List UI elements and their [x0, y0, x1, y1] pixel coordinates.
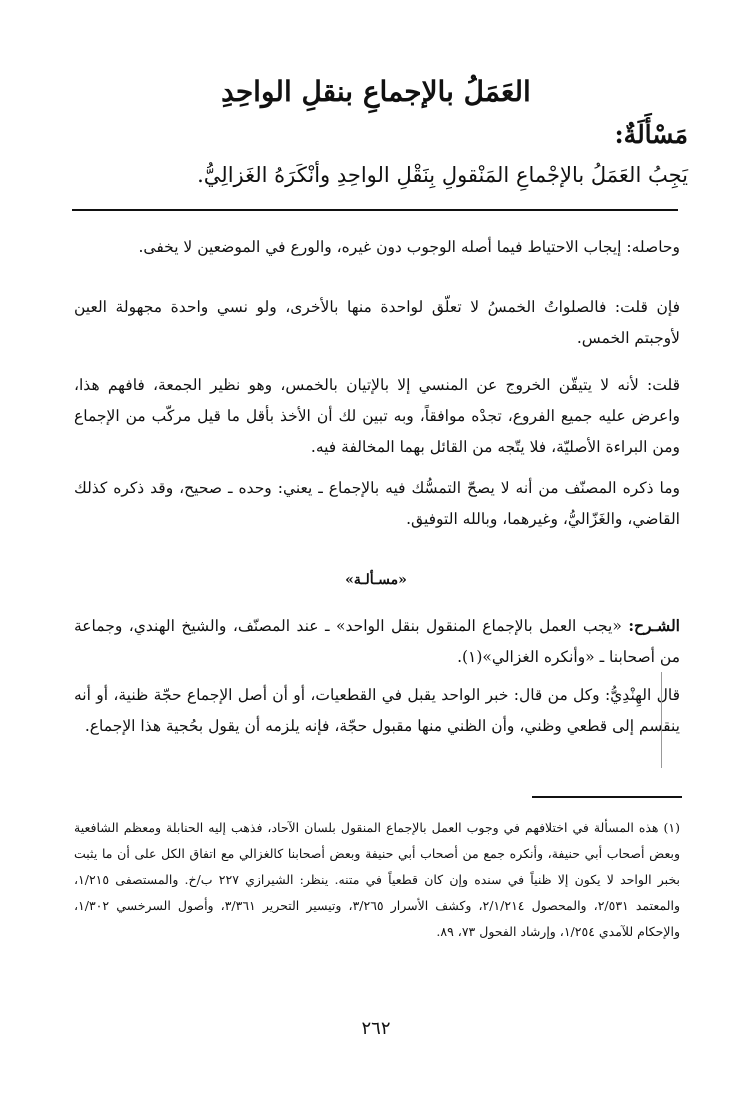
sharh-text: «يجب العمل بالإجماع المنقول بنقل الواحد» ـ عند المصنّف، والشيخ الهندي، وجماعة من أصحابنا ـ «وأنكره الغزالي»(١). — [74, 617, 680, 666]
chapter-title: العَمَلُ بالإجماعِ بنقلِ الواحِدِ — [221, 75, 531, 108]
paragraph-3: قلت: لأنه لا يتيقّن الخروج عن المنسي إلا بالإتيان بالخمس، وهو نظير الجمعة، فافهم هذا، واعرض عليه جميع الفروع، تجدْه موافقاً، وبه تبين لك أن الأخذ بأقل ما قيل مركّب من الإجماع ومن البراءة الأصليّة، فلا يتّجه من القائل بهما المخالفة فيه. — [74, 376, 680, 456]
footnote: (١) هذه المسألة في اختلافهم في وجوب العمل بالإجماع المنقول بلسان الآحاد، فذهب إليه الحنابلة ومعظم الشافعية وبعض أصحاب أبي حنيفة، وأنكره جمع من أصحاب أبي حنيفة وبعض أصحابنا كالغزالي مع اتفاق الكل على أن ما يثبت بخبر الواحد لا يكون إلا ظنياً في سنده وإن كان قطعياً في متنه. ينظر: الشيرازي ٢٢٧ ب/خ. والمستصفى ١/٢١٥، والمعتمد ٢/٥٣١، والمحصول ٢/١/٢١٤، وكشف الأسرار ٣/٢٦٥، وتيسير التحرير ٣/٣٦١، وأصول السرخسي ١/٣٠٢، والإحكام للآمدي ١/٢٥٤، وإرشاد الفحول ٧٣، ٨٩. — [74, 820, 681, 939]
footnote-separator — [532, 796, 682, 798]
sharh-paragraph — [74, 610, 680, 673]
masala-label: مَسْأَلَةٌ: — [614, 120, 688, 149]
section-heading: «مسـألـة» — [345, 572, 407, 588]
paragraph-1: وحاصله: إيجاب الاحتياط فيما أصله الوجوب دون غيره، والورع في الموضعين لا يخفى. — [138, 238, 680, 256]
separator-rule — [72, 209, 678, 211]
page-number: ٢٦٢ — [361, 1018, 391, 1039]
paragraph-4: وما ذكره المصنّف من أنه لا يصحّ التمسُّك فيه بالإجماع ـ يعني: وحده ـ صحيح، وقد ذكره كذلك القاضي، والغَزّاليُّ، وغيرهما، وبالله التوفيق. — [74, 479, 680, 528]
margin-mark — [661, 672, 662, 768]
matn-text: يَجِبُ العَمَلُ بالإجْماعِ المَنْقولِ بِنَقْلِ الواحِدِ وأنْكَرَهُ الغَزالِيُّ. — [197, 163, 688, 187]
hindi-paragraph: قال الهِنْدِيُّ: وكل من قال: خبر الواحد يقبل في القطعيات، أو أن أصل الإجماع حجّة ظنية، أو أنه ينقسم إلى قطعي وظني، وأن الظني منها مقبول حجّة، فإنه يلزمه أن يقول بحُجية هذا الإجماع. — [74, 686, 680, 735]
sharh-label: الشـرح: — [628, 616, 680, 635]
paragraph-2: فإن قلت: فالصلواتُ الخمسُ لا تعلّق لواحدة منها بالأخرى، ولو نسي واحدة مجهولة العين لأوجبتم الخمس. — [74, 298, 680, 347]
